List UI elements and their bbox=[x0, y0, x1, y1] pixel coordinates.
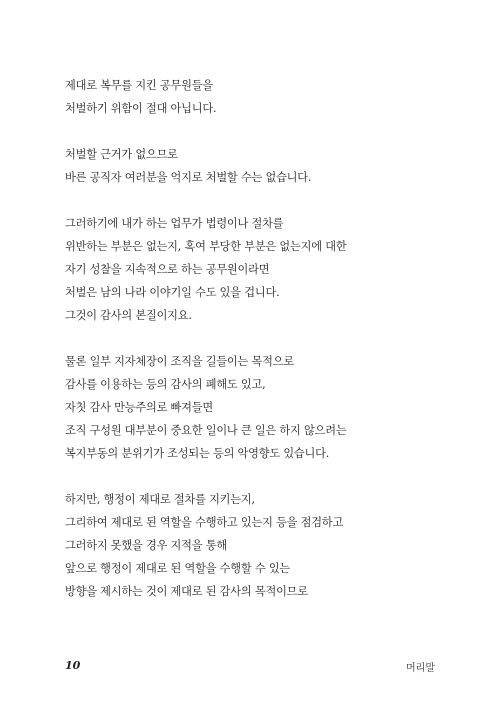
text-line: 자기 성찰을 지속적으로 하는 공무원이라면 bbox=[65, 263, 270, 276]
page-number: 10 bbox=[65, 659, 81, 672]
text-line: 그러하지 못했을 경우 지적을 통해 bbox=[65, 539, 227, 552]
text-line: 복지부동의 분위기가 조성되는 등의 악영향도 있습니다. bbox=[65, 447, 330, 460]
body-text bbox=[65, 74, 445, 626]
text-line: 그것이 감사의 본질이지요. bbox=[65, 309, 192, 322]
text-line: 물론 일부 지자체장이 조직을 길들이는 목적으로 bbox=[65, 355, 294, 368]
text-line: 그리하여 제대로 된 역할을 수행하고 있는지 등을 점검하고 bbox=[65, 516, 344, 529]
text-line: 바른 공직자 여러분을 억지로 처벌할 수는 없습니다. bbox=[65, 171, 312, 184]
paragraph-2 bbox=[65, 143, 445, 189]
text-line: 처벌하기 위함이 절대 아닙니다. bbox=[65, 102, 217, 115]
paragraph-4 bbox=[65, 350, 445, 465]
running-title: 머리말 bbox=[406, 663, 435, 674]
text-line: 조직 구성원 대부분이 중요한 일이나 큰 일은 하지 않으려는 bbox=[65, 424, 347, 437]
text-line: 처벌은 남의 나라 이야기일 수도 있을 겁니다. bbox=[65, 286, 280, 299]
text-line: 처벌할 근거가 없으므로 bbox=[65, 148, 178, 161]
text-line: 하지만, 행정이 제대로 절차를 지키는지, bbox=[65, 493, 255, 506]
text-line: 그러하기에 내가 하는 업무가 법령이나 절차를 bbox=[65, 217, 284, 230]
paragraph-3 bbox=[65, 212, 445, 327]
text-line: 자칫 감사 만능주의로 빠져들면 bbox=[65, 401, 213, 414]
text-line: 앞으로 행정이 제대로 된 역할을 수행할 수 있는 bbox=[65, 562, 291, 575]
text-line: 위반하는 부분은 없는지, 혹여 부당한 부분은 없는지에 대한 bbox=[65, 240, 347, 253]
page-footer bbox=[65, 659, 435, 675]
text-line: 제대로 복무를 지킨 공무원들을 bbox=[65, 79, 213, 92]
text-line: 방향을 제시하는 것이 제대로 된 감사의 목적이므로 bbox=[65, 585, 308, 598]
paragraph-1 bbox=[65, 74, 445, 120]
text-line: 감사를 이용하는 등의 감사의 폐해도 있고, bbox=[65, 378, 266, 391]
paragraph-5 bbox=[65, 488, 445, 603]
